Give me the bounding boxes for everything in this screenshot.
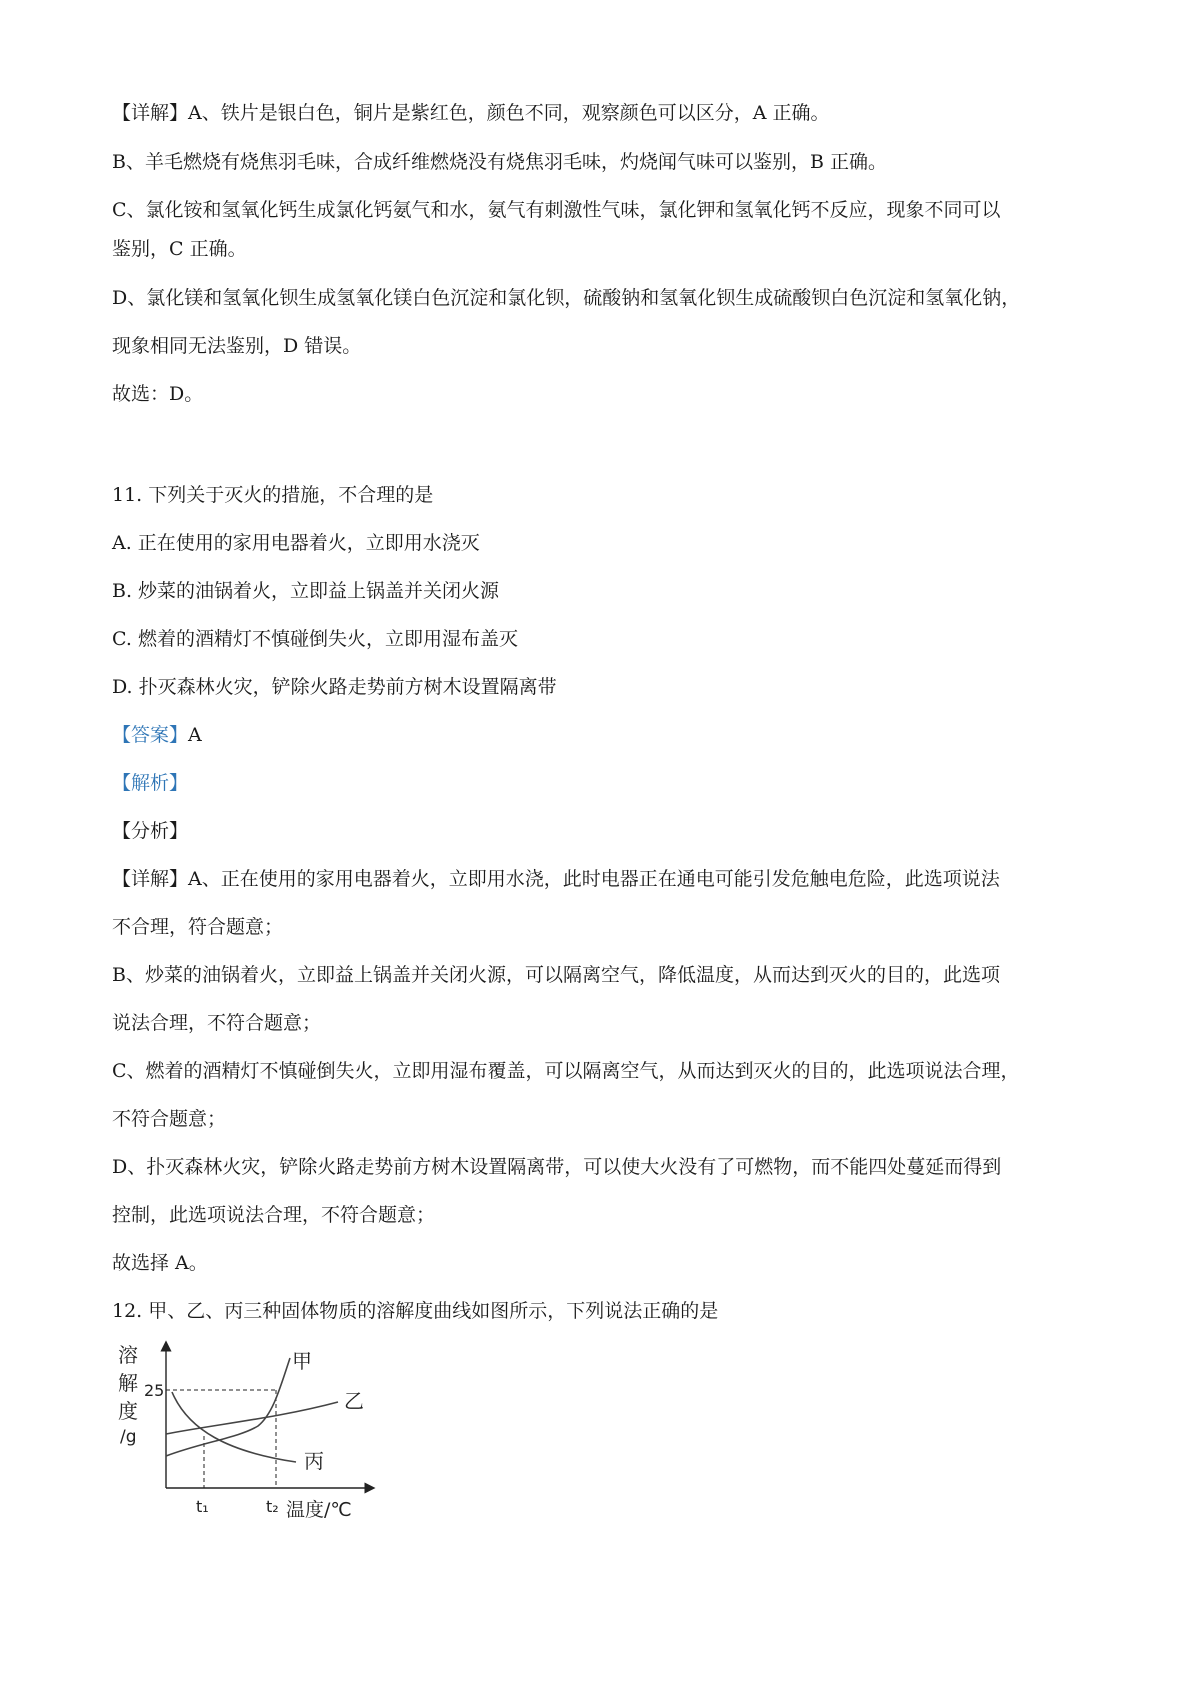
q11-answer (112, 722, 1097, 748)
q12-stem: 12. 甲、乙、丙三种固体物质的溶解度曲线如图所示，下列说法正确的是 (112, 1300, 719, 1322)
q10-detail-line: C、氯化铵和氢氧化钙生成氯化钙氨气和水，氨气有刺激性气味，氯化钾和氢氧化钙不反应，现象不同可以 (112, 199, 1001, 221)
q11-option-d: D. 扑灭森林火灾，铲除火路走势前方树木设置隔离带 (112, 676, 557, 698)
q10-conclusion: 故选：D。 (112, 383, 204, 405)
q11-stem: 11. 下列关于灭火的措施，不合理的是 (112, 484, 434, 506)
q11-detail-line: D、扑灭森林火灾，铲除火路走势前方树木设置隔离带，可以使大火没有了可燃物，而不能四处蔓延而得到 (112, 1156, 1002, 1178)
q10-detail-line: D、氯化镁和氢氧化钡生成氢氧化镁白色沉淀和氯化钡，硫酸钠和氢氧化钡生成硫酸钡白色沉淀和氢氧化钠， (112, 287, 1021, 309)
q11-detail-line: 控制，此选项说法合理，不符合题意； (112, 1204, 436, 1226)
x-tick-label: t₂ (266, 1497, 279, 1516)
x-axis-label: 温度/℃ (286, 1499, 352, 1521)
q10-detail-line: 【详解】A、铁片是银白色，铜片是紫红色，颜色不同，观察颜色可以区分，A 正确。 (112, 102, 830, 124)
q10-detail-line: 现象相同无法鉴别，D 错误。 (112, 335, 362, 357)
series-label-bing: 丙 (304, 1449, 324, 1473)
ylabel-char: /g (120, 1427, 137, 1447)
series-label-jia: 甲 (292, 1349, 312, 1373)
series-label-yi: 乙 (344, 1389, 364, 1413)
q10-detail-line: B、羊毛燃烧有烧焦羽毛味，合成纤维燃烧没有烧焦羽毛味，灼烧闻气味可以鉴别，B 正确。 (112, 151, 887, 173)
q11-option-a: A. 正在使用的家用电器着火，立即用水浇灭 (112, 532, 480, 554)
q11-detail-line: 【详解】A、正在使用的家用电器着火，立即用水浇，此时电器正在通电可能引发危触电危险，此选项说法 (112, 868, 1000, 890)
x-tick-label: t₁ (196, 1497, 209, 1516)
fenxi-label: 【分析】 (112, 820, 189, 842)
q11-detail-line: 不合理，符合题意； (112, 916, 284, 938)
q11-option-b: B. 炒菜的油锅着火，立即益上锅盖并关闭火源 (112, 580, 500, 602)
q11-detail-line: 不符合题意； (112, 1108, 227, 1130)
curve-jia (166, 1358, 290, 1456)
ylabel-char: 溶 (118, 1343, 138, 1367)
answer-value: A (188, 724, 202, 746)
q11-option-c: C. 燃着的酒精灯不慎碰倒失火，立即用湿布盖灭 (112, 628, 518, 650)
q11-detail-line: B、炒菜的油锅着火，立即益上锅盖并关闭火源，可以隔离空气，降低温度，从而达到灭火的目的，此选项 (112, 964, 1000, 986)
q11-detail-line: C、燃着的酒精灯不慎碰倒失火，立即用湿布覆盖，可以隔离空气，从而达到灭火的目的，此选项说法合理， (112, 1060, 1020, 1082)
solubility-chart (108, 1338, 378, 1538)
answer-label: 【答案】 (112, 724, 189, 746)
q11-detail-line: 说法合理，不符合题意； (112, 1012, 322, 1034)
q10-detail-line: 鉴别，C 正确。 (112, 238, 247, 260)
ylabel-char: 度 (118, 1399, 138, 1423)
curve-bing (172, 1392, 296, 1462)
q11-conclusion: 故选择 A。 (112, 1252, 208, 1274)
analysis-label: 【解析】 (112, 772, 189, 794)
ylabel-char: 解 (118, 1371, 138, 1395)
y-tick-label: 25 (144, 1381, 165, 1400)
